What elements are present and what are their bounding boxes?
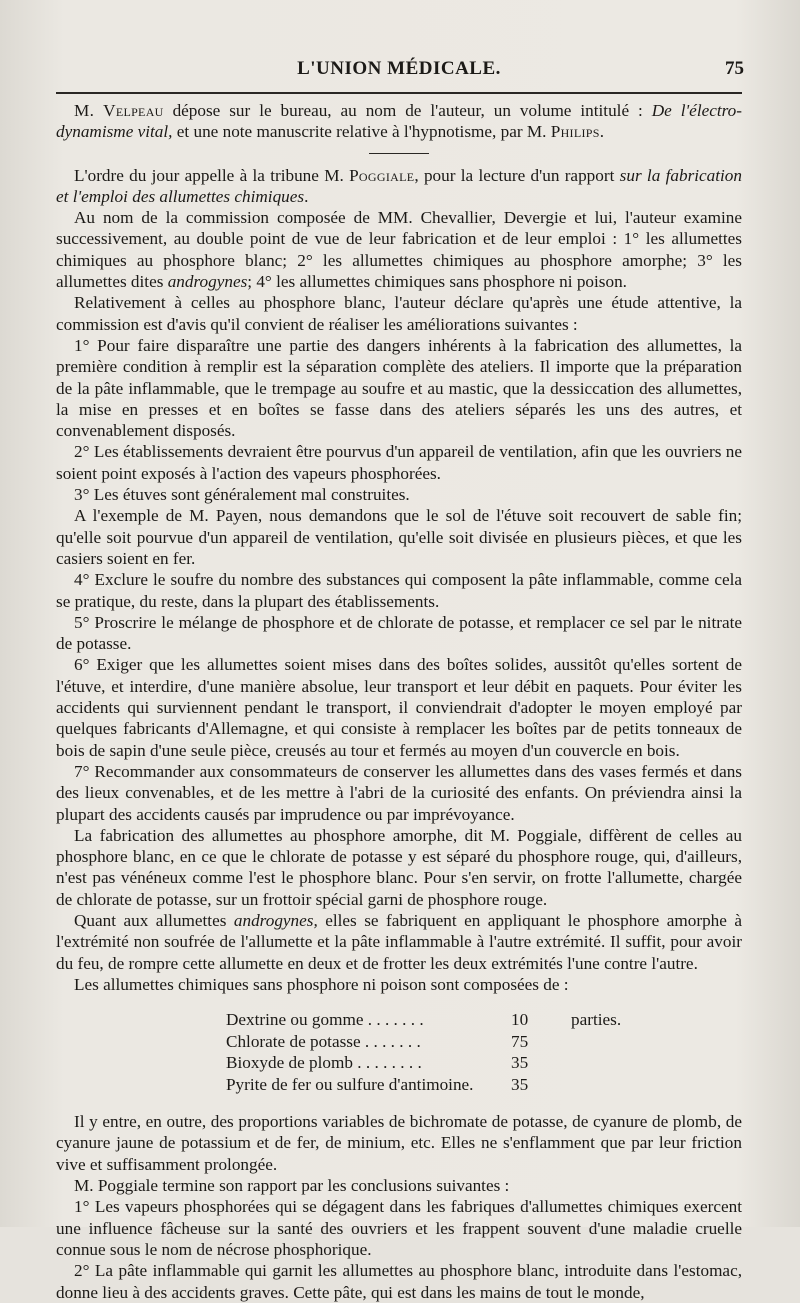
paragraph: Les allumettes chimiques sans phosphore ni poison sont composées de :	[74, 974, 569, 994]
paragraph: 2° Les établissements devraient être pourvus d'un appareil de ventilation, afin que les ouvriers ne soient point exposés à l'action des vapeurs phosphorées.	[56, 442, 742, 483]
paragraph: M. Poggiale termine son rapport par les conclusions suivantes :	[74, 1176, 510, 1196]
running-head	[56, 58, 742, 92]
paragraph: 4° Exclure le soufre du nombre des substances qui composent la pâte inflammable, comme cela se pratique, du reste, dans la plupart des établissements.	[56, 570, 742, 611]
composition-table	[56, 1009, 742, 1095]
table-row: Pyrite de fer ou sulfure d'antimoine. 35	[226, 1074, 529, 1094]
table-row: Chlorate de potasse . . . . . . . 75	[226, 1031, 529, 1051]
book-title: De l'électro-dynamisme vital,	[56, 101, 742, 142]
paragraph-velpeau: M. Velpeau dépose sur le bureau, au nom de l'auteur, un volume intitulé : De l'électro-dynamisme vital, et une note manuscrite relative à l'hypnotisme, par M. Philips.	[56, 101, 742, 142]
page-number: 75	[725, 58, 744, 79]
header-rule	[56, 92, 742, 94]
paragraph-commission: Au nom de la commission composée de MM. Chevallier, Devergie et lui, l'auteur examine successivement, au double point de vue de leur fabrication et de leur emploi : 1° les allumettes chimiques au phosphore blanc; 2° les allumettes chimiques au phosphore amorphe; 3° les allumettes dites androgynes; 4° les allumettes chimiques sans phosphore ni poison.	[56, 208, 742, 292]
paragraph: 3° Les étuves sont généralement mal construites.	[74, 485, 410, 505]
running-title: L'UNION MÉDICALE.	[297, 58, 501, 79]
paragraph: Relativement à celles au phosphore blanc, l'auteur déclare qu'après une étude attentive, la commission est d'avis qu'il convient de réaliser les améliorations suivantes :	[56, 293, 742, 334]
paragraph: 2° La pâte inflammable qui garnit les allumettes au phosphore blanc, introduite dans l'estomac, donne lieu à des accidents graves. Cette pâte, qui est dans les mains de tout le monde,	[56, 1261, 742, 1302]
paragraph: 5° Proscrire le mélange de phosphore et de chlorate de potasse, et remplacer ce sel par le nitrate de potasse.	[56, 612, 742, 654]
paragraph: Il y entre, en outre, des proportions variables de bichromate de potasse, de cyanure de plomb, de cyanure jaune de potassium et de fer, de minium, etc. Elles ne s'enflamment que par leur friction vive et suffisamment prolongée.	[56, 1112, 742, 1174]
paragraph: 1° Pour faire disparaître une partie des dangers inhérents à la fabrication des allumettes, la première condition à remplir est la séparation complète des ateliers. Il importe que la préparation de la pâte inflammable, que le trempage au soufre et au mastic, que la dessiccation des allumettes, la mise en presses et en boîtes se fasse dans des ateliers séparés les uns des autres, et convenablement disposés.	[56, 335, 742, 441]
article-body	[56, 100, 742, 1303]
paragraph: 7° Recommander aux consommateurs de conserver les allumettes dans des vases fermés et dans des lieux convenables, et de les mettre à l'abri de la curiosité des enfants. On préviendra ainsi la plupart des accidents causés par imprudence ou par imprévoyance.	[56, 761, 742, 824]
paragraph-order-of-day: L'ordre du jour appelle à la tribune M. Poggiale, pour la lecture d'un rapport sur la fabrication et l'emploi des allumettes chimiques.	[56, 165, 742, 206]
paragraph: A l'exemple de M. Payen, nous demandons que le sol de l'étuve soit recouvert de sable fin; qu'elle soit pourvue d'un appareil de ventilation, qu'elle soit divisée en plusieurs pièces, et que les casiers soient en fer.	[56, 506, 742, 568]
speaker-name: M. Velpeau	[74, 101, 164, 120]
table-row: Bioxyde de plomb . . . . . . . . 35	[226, 1053, 529, 1073]
paragraph: La fabrication des allumettes au phosphore amorphe, dit M. Poggiale, diffèrent de celles au phosphore blanc, en ce que le chlorate de potasse y est séparé du phosphore rouge, qui, d'ailleurs, n'est pas vénéneux comme l'est le phosphore blanc. Pour s'en servir, on frotte l'allumette, chargée de chlorate de potasse, sur un frottoir spécial garni de phosphore rouge.	[56, 825, 742, 909]
report-title: sur la fabrication et l'emploi des allumettes chimiques	[56, 165, 742, 206]
table-row: Dextrine ou gomme . . . . . . . 10 parties.	[226, 1010, 622, 1030]
paragraph-androgynes: Quant aux allumettes androgynes, elles se fabriquent en appliquant le phosphore amorphe à l'extrémité non soufrée de l'allumette et la pâte inflammable à l'autre extrémité. Il suffit, pour avoir du feu, de rompre cette allumette en deux et de frotter les deux extrémités l'une contre l'autre.	[56, 910, 742, 973]
paragraph: 1° Les vapeurs phosphorées qui se dégagent dans les fabriques d'allumettes chimiques exercent une influence fâcheuse sur la santé des ouvriers et les frappent souvent d'une maladie cruelle connue sous le nom de nécrose phosphorique.	[56, 1197, 742, 1259]
paragraph: 6° Exiger que les allumettes soient mises dans des boîtes solides, aussitôt qu'elles sortent de l'étuve, et interdire, d'une manière absolue, leur transport et leur débit en paquets. Pour éviter les accidents qui surviennent pendant le transport, il conviendrait d'adopter le moyen employé par quelques fabricants d'Allemagne, et qui consiste à remplacer les boîtes par de petits tonneaux de bois de sapin d'une seule pièce, creusés au tour et fermés au moyen d'un couvercle en bois.	[56, 655, 742, 760]
section-separator	[369, 153, 429, 154]
